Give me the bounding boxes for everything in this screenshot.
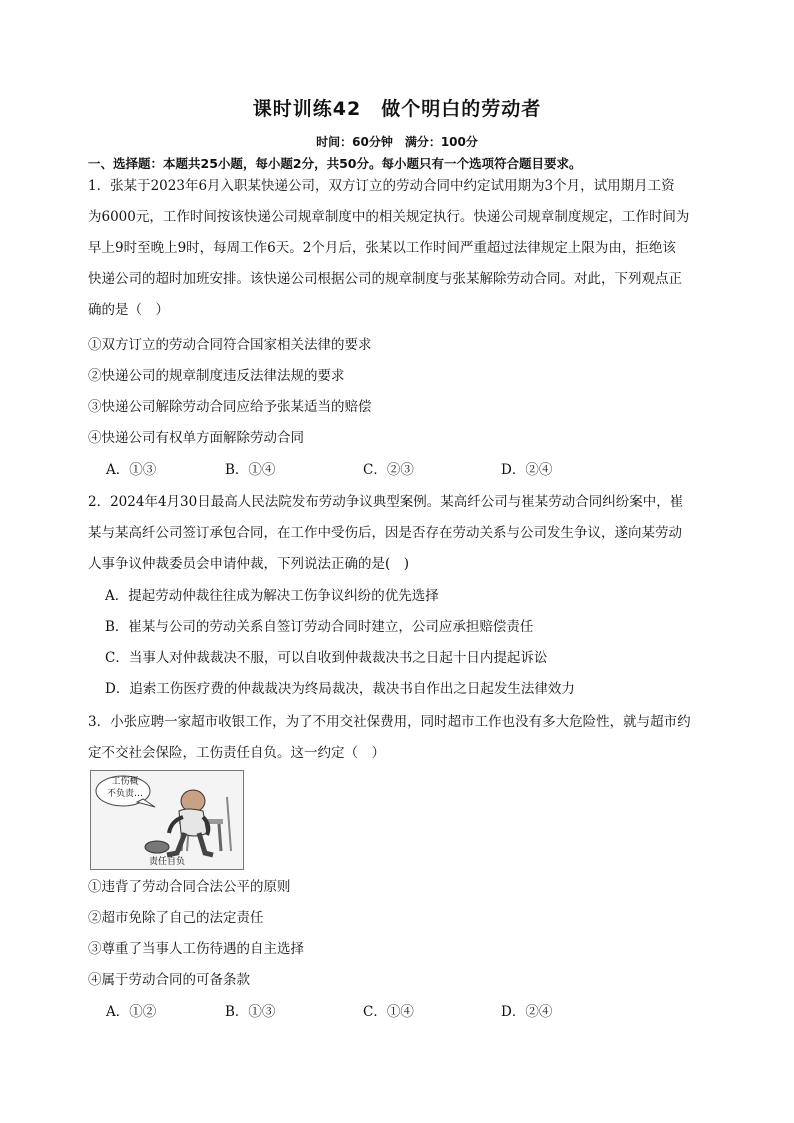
question-1-stem-line: 快递公司的超时加班安排。该快递公司根据公司的规章制度与张某解除劳动合同。对此，下列观点正 (88, 271, 682, 287)
question-3-option-d[interactable]: D．②④ (501, 1004, 553, 1020)
question-1-option-c[interactable]: C．②③ (363, 462, 414, 478)
cartoon-illustration (90, 770, 244, 870)
question-2-stem-line: 2．2024年4月30日最高人民法院发布劳动争议典型案例。某高纤公司与崔某劳动合同纠纷案中，崔 (88, 494, 684, 510)
question-3-option-c[interactable]: C．①④ (363, 1004, 414, 1020)
question-2-option-a[interactable]: A．提起劳动仲裁往往成为解决工伤争议纠纷的优先选择 (105, 588, 439, 604)
question-1-stem-line: 早上9时至晚上9时，每周工作6天。2个月后，张某以工作时间严重超过法律规定上限为由，拒绝该 (88, 240, 676, 256)
question-3-statement: ①违背了劳动合同合法公平的原则 (88, 879, 291, 895)
figure-caption: 责任自负 (148, 857, 185, 867)
question-1-statement: ④快递公司有权单方面解除劳动合同 (88, 430, 304, 446)
question-2-stem-line: 人事争议仲裁委员会申请仲裁，下列说法正确的是( ) (88, 556, 410, 572)
question-1-stem-line: 确的是（ ） (88, 302, 169, 318)
question-3-stem-line: 定不交社会保险，工伤责任自负。这一约定（ ） (88, 745, 385, 761)
section-heading: 一、选择题：本题共25小题，每小题2分，共50分。每小题只有一个选项符合题目要求。 (88, 156, 582, 171)
speech-bubble-text (105, 776, 145, 800)
question-1-statement: ①双方订立的劳动合同符合国家相关法律的要求 (88, 337, 372, 353)
question-3-option-b[interactable]: B．①③ (225, 1004, 276, 1020)
question-3-stem-line: 3．小张应聘一家超市收银工作，为了不用交社保费用，同时超市工作也没有多大危险性，就与超市约 (88, 714, 691, 730)
question-2-option-b[interactable]: B．崔某与公司的劳动关系自签订劳动合同时建立，公司应承担赔偿责任 (105, 619, 534, 635)
question-2-option-d[interactable]: D．追索工伤医疗费的仲裁裁决为终局裁决，裁决书自作出之日起发生法律效力 (105, 681, 575, 697)
question-3-statement: ②超市免除了自己的法定责任 (88, 910, 264, 926)
question-1-stem-line: 1．张某于2023年6月入职某快递公司，双方订立的劳动合同中约定试用期为3个月，试用期月工资 (88, 178, 675, 194)
question-2-stem-line: 某与某高纤公司签订承包合同，在工作中受伤后，因是否存在劳动关系与公司发生争议，遂向某劳动 (88, 525, 682, 541)
question-1-option-b[interactable]: B．①④ (225, 462, 276, 478)
question-1-option-a[interactable]: A．①③ (106, 462, 157, 478)
question-2-option-c[interactable]: C．当事人对仲裁裁决不服，可以自收到仲裁裁决书之日起十日内提起诉讼 (105, 650, 548, 666)
page-title: 课时训练42 做个明白的劳动者 (252, 98, 542, 120)
question-3-option-a[interactable]: A．①② (106, 1004, 157, 1020)
question-3-statement: ④属于劳动合同的可备条款 (88, 972, 250, 988)
speech-bubble-line: 工伤概 (111, 777, 139, 787)
question-1-option-d[interactable]: D．②④ (501, 462, 553, 478)
question-1-statement: ③快递公司解除劳动合同应给予张某适当的赔偿 (88, 399, 372, 415)
exam-info: 时间：60分钟 满分：100分 (316, 135, 478, 149)
speech-bubble-line: 不负责… (106, 789, 143, 799)
question-1-stem-line: 为6000元，工作时间按该快递公司规章制度中的相关规定执行。快递公司规章制度规定，工作时间为 (88, 209, 690, 225)
question-3-statement: ③尊重了当事人工伤待遇的自主选择 (88, 941, 304, 957)
question-1-statement: ②快递公司的规章制度违反法律法规的要求 (88, 368, 345, 384)
